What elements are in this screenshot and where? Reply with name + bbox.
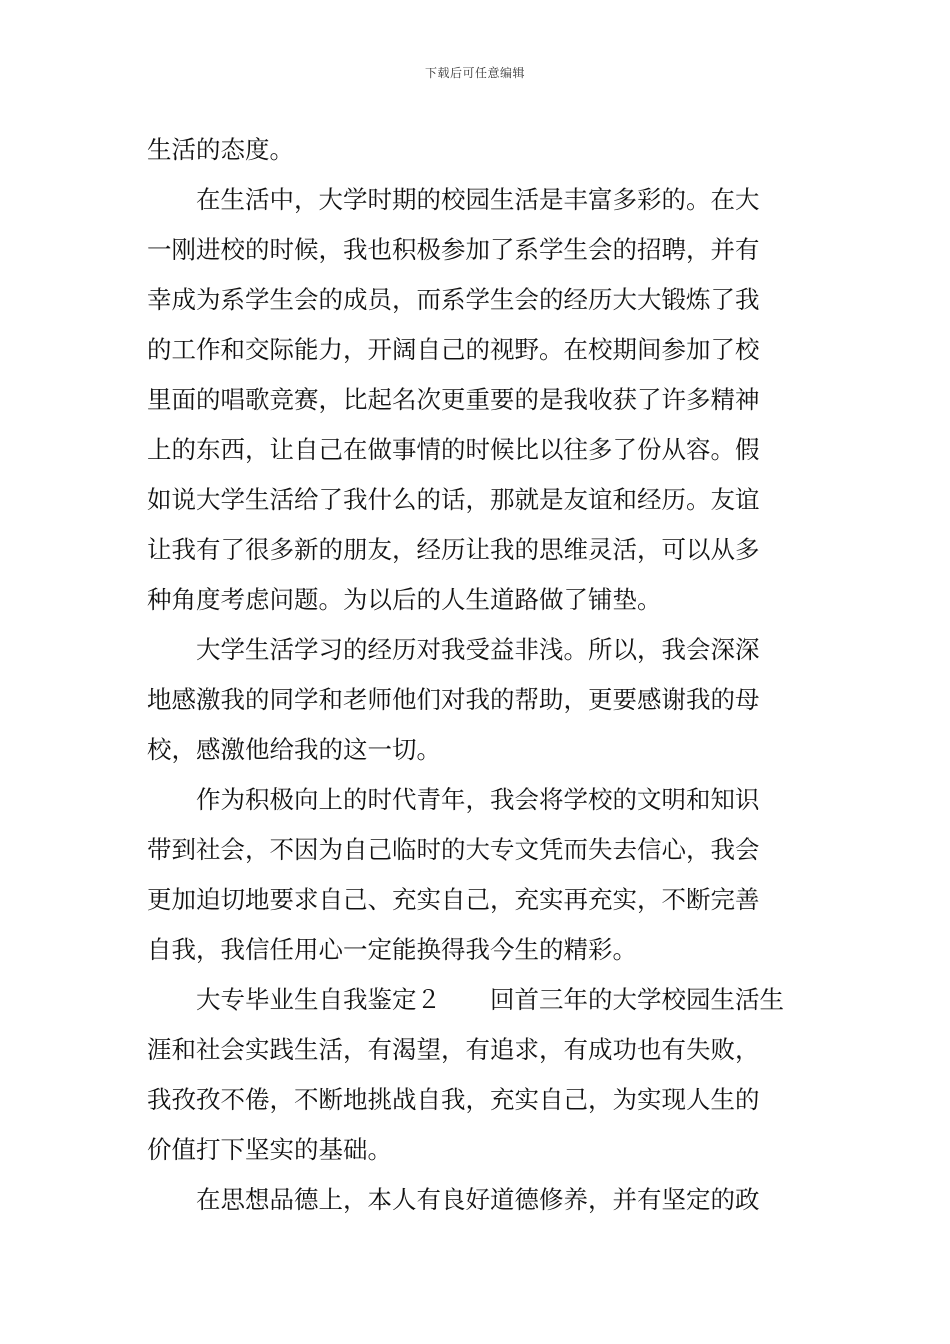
text-line: 生活的态度。 [147,135,294,164]
paragraph-first-line: 大专毕业生自我鉴定２ 回首三年的大学校园生活生 [196,985,784,1014]
text-line: 带到社会，不因为自己临时的大专文凭而失去信心，我会 [147,835,760,864]
text-line: 一刚进校的时候，我也积极参加了系学生会的招聘，并有 [147,235,760,264]
text-line: 价值打下坚实的基础。 [147,1135,392,1164]
text-line: 我孜孜不倦，不断地挑战自我，充实自己，为实现人生的 [147,1085,760,1114]
text-line: 如说大学生活给了我什么的话，那就是友谊和经历。友谊 [147,485,760,514]
text-line: 更加迫切地要求自己、充实自己，充实再充实，不断完善 [147,885,760,914]
text-line: 地感激我的同学和老师他们对我的帮助，更要感谢我的母 [147,685,760,714]
paragraph-first-line: 在思想品德上，本人有良好道德修养，并有坚定的政 [196,1185,760,1214]
text-line: 幸成为系学生会的成员，而系学生会的经历大大锻炼了我 [147,285,760,314]
text-line: 上的东西，让自己在做事情的时候比以往多了份从容。假 [147,435,760,464]
text-line: 涯和社会实践生活，有渴望，有追求，有成功也有失败， [147,1035,760,1064]
paragraph-first-line: 作为积极向上的时代青年，我会将学校的文明和知识 [196,785,760,814]
text-line: 自我，我信任用心一定能换得我今生的精彩。 [147,935,637,964]
text-line: 里面的唱歌竞赛，比起名次更重要的是我收获了许多精神 [147,385,760,414]
page-header: 下载后可任意编辑 [424,66,525,80]
paragraph-first-line: 在生活中，大学时期的校园生活是丰富多彩的。在大 [196,185,760,214]
paragraph-first-line: 大学生活学习的经历对我受益非浅。所以，我会深深 [196,635,760,664]
text-line: 校，感激他给我的这一切。 [147,735,441,764]
text-line: 种角度考虑问题。为以后的人生道路做了铺垫。 [147,585,662,614]
text-line: 的工作和交际能力，开阔自己的视野。在校期间参加了校 [147,335,760,364]
text-line: 让我有了很多新的朋友，经历让我的思维灵活，可以从多 [147,535,760,564]
